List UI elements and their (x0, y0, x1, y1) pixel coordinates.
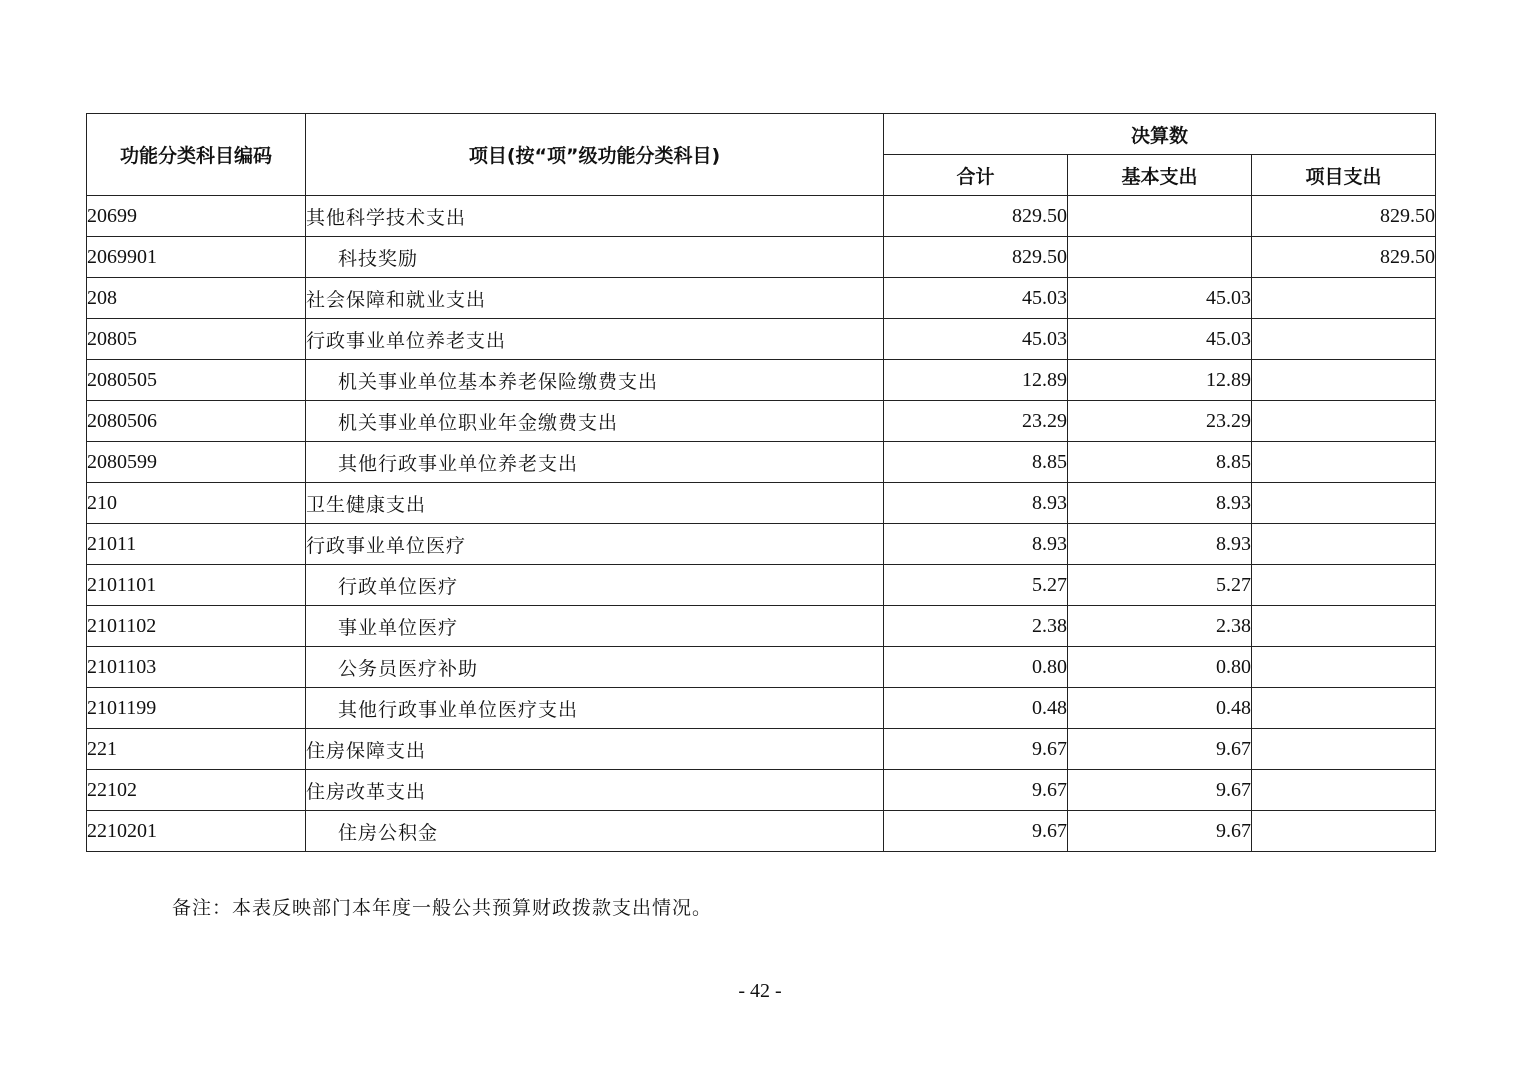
cell-basic: 45.03 (1068, 278, 1252, 319)
cell-total: 5.27 (884, 565, 1068, 606)
table-row (87, 524, 1436, 565)
cell-code: 2080599 (87, 442, 306, 483)
cell-code: 2069901 (87, 237, 306, 278)
table-row (87, 196, 1436, 237)
cell-item-name: 住房公积金 (306, 811, 884, 852)
cell-basic: 0.80 (1068, 647, 1252, 688)
page-number: - 42 - (738, 980, 782, 1002)
cell-code: 20805 (87, 319, 306, 360)
table-body (87, 196, 1436, 852)
cell-total: 23.29 (884, 401, 1068, 442)
table-row (87, 688, 1436, 729)
cell-code: 2101102 (87, 606, 306, 647)
cell-basic (1068, 237, 1252, 278)
cell-total: 829.50 (884, 196, 1068, 237)
cell-project (1252, 319, 1436, 360)
cell-basic: 0.48 (1068, 688, 1252, 729)
cell-total: 0.80 (884, 647, 1068, 688)
cell-project: 829.50 (1252, 196, 1436, 237)
cell-code: 2210201 (87, 811, 306, 852)
cell-item-name: 行政事业单位养老支出 (306, 319, 884, 360)
table-row (87, 278, 1436, 319)
cell-project (1252, 401, 1436, 442)
cell-project (1252, 565, 1436, 606)
cell-project (1252, 278, 1436, 319)
cell-code: 2101103 (87, 647, 306, 688)
cell-item-name: 住房保障支出 (306, 729, 884, 770)
cell-basic: 5.27 (1068, 565, 1252, 606)
cell-project (1252, 606, 1436, 647)
cell-code: 20699 (87, 196, 306, 237)
cell-item-name: 行政事业单位医疗 (306, 524, 884, 565)
cell-item-name: 机关事业单位职业年金缴费支出 (306, 401, 884, 442)
cell-item-name: 其他行政事业单位养老支出 (306, 442, 884, 483)
cell-item-name: 社会保障和就业支出 (306, 278, 884, 319)
cell-basic: 45.03 (1068, 319, 1252, 360)
cell-basic: 8.85 (1068, 442, 1252, 483)
cell-project (1252, 811, 1436, 852)
header-project: 项目支出 (1252, 155, 1436, 196)
table-row (87, 647, 1436, 688)
header-code: 功能分类科目编码 (87, 114, 306, 196)
cell-total: 45.03 (884, 278, 1068, 319)
cell-total: 12.89 (884, 360, 1068, 401)
cell-code: 2080506 (87, 401, 306, 442)
cell-project (1252, 729, 1436, 770)
cell-item-name: 其他行政事业单位医疗支出 (306, 688, 884, 729)
cell-basic: 2.38 (1068, 606, 1252, 647)
expenditure-table (86, 113, 1436, 852)
table-row (87, 770, 1436, 811)
header-item: 项目(按“项”级功能分类科目) (306, 114, 884, 196)
cell-total: 829.50 (884, 237, 1068, 278)
cell-project (1252, 688, 1436, 729)
cell-item-name: 行政单位医疗 (306, 565, 884, 606)
table-row (87, 729, 1436, 770)
table-row (87, 360, 1436, 401)
cell-total: 45.03 (884, 319, 1068, 360)
table-row (87, 319, 1436, 360)
table-note: 备注：本表反映部门本年度一般公共预算财政拨款支出情况。 (172, 897, 713, 919)
table-row (87, 811, 1436, 852)
table-row (87, 442, 1436, 483)
cell-basic: 9.67 (1068, 811, 1252, 852)
cell-basic: 23.29 (1068, 401, 1252, 442)
cell-code: 210 (87, 483, 306, 524)
cell-basic: 9.67 (1068, 770, 1252, 811)
cell-item-name: 机关事业单位基本养老保险缴费支出 (306, 360, 884, 401)
table-row (87, 401, 1436, 442)
cell-project (1252, 770, 1436, 811)
cell-item-name: 事业单位医疗 (306, 606, 884, 647)
cell-item-name: 住房改革支出 (306, 770, 884, 811)
cell-project (1252, 647, 1436, 688)
cell-project (1252, 360, 1436, 401)
cell-code: 22102 (87, 770, 306, 811)
cell-project (1252, 442, 1436, 483)
table-row (87, 565, 1436, 606)
cell-code: 2080505 (87, 360, 306, 401)
cell-code: 2101101 (87, 565, 306, 606)
cell-code: 221 (87, 729, 306, 770)
cell-total: 9.67 (884, 811, 1068, 852)
cell-total: 9.67 (884, 770, 1068, 811)
cell-item-name: 其他科学技术支出 (306, 196, 884, 237)
table-row (87, 606, 1436, 647)
cell-basic: 12.89 (1068, 360, 1252, 401)
cell-total: 0.48 (884, 688, 1068, 729)
cell-code: 208 (87, 278, 306, 319)
table-row (87, 483, 1436, 524)
header-total: 合计 (884, 155, 1068, 196)
cell-total: 8.85 (884, 442, 1068, 483)
cell-item-name: 卫生健康支出 (306, 483, 884, 524)
cell-basic (1068, 196, 1252, 237)
cell-total: 2.38 (884, 606, 1068, 647)
cell-total: 8.93 (884, 483, 1068, 524)
cell-basic: 8.93 (1068, 524, 1252, 565)
cell-basic: 8.93 (1068, 483, 1252, 524)
cell-project: 829.50 (1252, 237, 1436, 278)
cell-project (1252, 524, 1436, 565)
cell-item-name: 科技奖励 (306, 237, 884, 278)
cell-code: 2101199 (87, 688, 306, 729)
cell-item-name: 公务员医疗补助 (306, 647, 884, 688)
header-basic: 基本支出 (1068, 155, 1252, 196)
table-row (87, 237, 1436, 278)
header-final-accounts: 决算数 (884, 114, 1436, 155)
cell-code: 21011 (87, 524, 306, 565)
cell-project (1252, 483, 1436, 524)
cell-basic: 9.67 (1068, 729, 1252, 770)
cell-total: 8.93 (884, 524, 1068, 565)
cell-total: 9.67 (884, 729, 1068, 770)
